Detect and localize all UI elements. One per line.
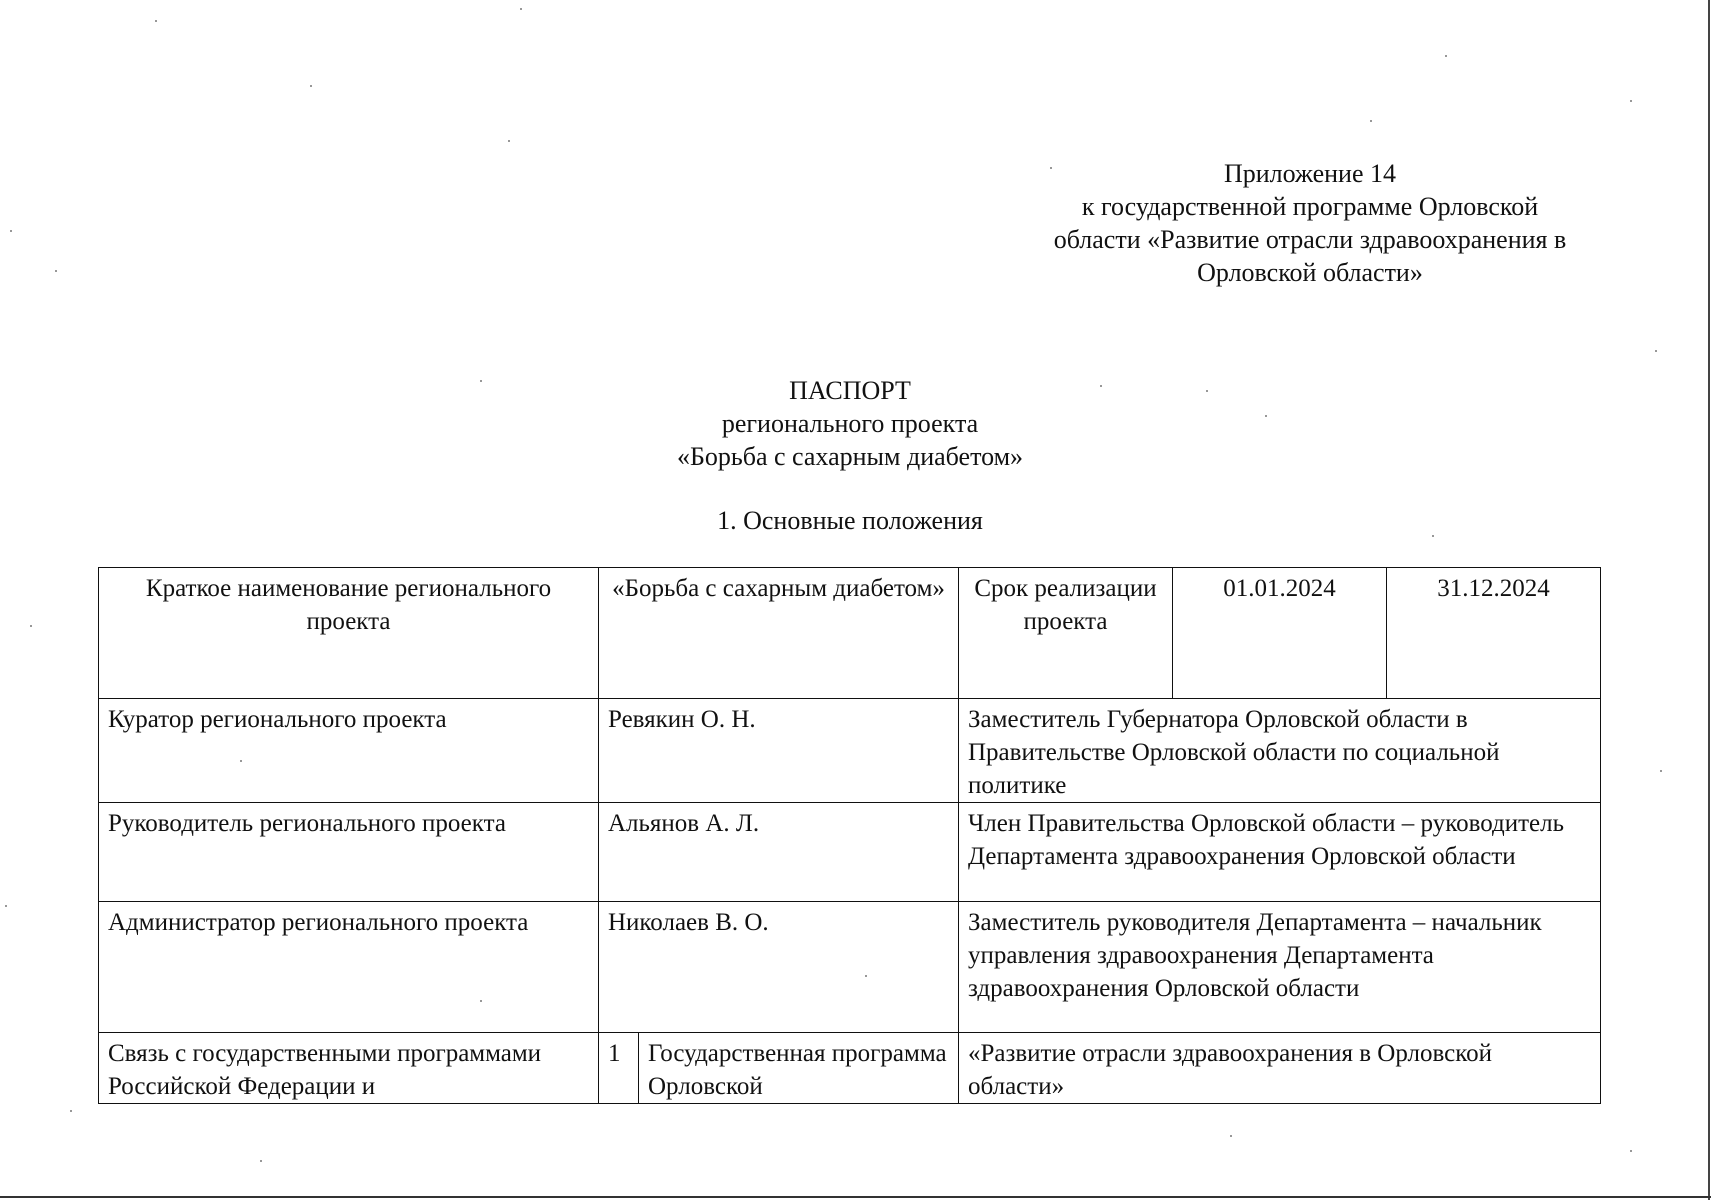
scan-speck <box>310 85 312 87</box>
scan-speck <box>155 20 157 22</box>
section-heading: 1. Основные положения <box>717 506 983 535</box>
link-label: Связь с государственными программами Российской Федерации и <box>99 1033 599 1104</box>
curator-label: Куратор регионального проекта <box>99 699 599 803</box>
scan-speck <box>1265 415 1267 417</box>
scan-speck <box>1432 535 1434 537</box>
appendix-line-4: Орловской области» <box>1197 258 1423 287</box>
period-label: Срок реализации проекта <box>959 568 1173 699</box>
appendix-line-2: к государственной программе Орловской <box>1081 192 1539 221</box>
scan-edge-right <box>1708 0 1710 1200</box>
appendix-line-3: области «Развитие отрасли здравоохранения в <box>1053 225 1567 254</box>
scan-speck <box>70 1110 72 1112</box>
table-row <box>99 699 1601 803</box>
appendix-line-1: Приложение 14 <box>1223 159 1397 188</box>
table-row <box>99 1033 1601 1104</box>
scan-speck <box>1630 100 1632 102</box>
scan-speck <box>1660 770 1662 772</box>
admin-name: Николаев В. О. <box>599 902 959 1033</box>
scan-speck <box>1206 390 1208 392</box>
scan-speck <box>1050 167 1052 169</box>
passport-table <box>98 567 1601 1104</box>
title-line-3: «Борьба с сахарным диабетом» <box>676 442 1024 471</box>
link-program-type: Государственная программа Орловской <box>639 1033 959 1104</box>
scan-speck <box>1630 1150 1632 1152</box>
short-name-label: Краткое наименование регионального проекта <box>99 568 599 699</box>
scan-speck <box>240 760 242 762</box>
curator-name: Ревякин О. Н. <box>599 699 959 803</box>
period-start: 01.01.2024 <box>1173 568 1387 699</box>
admin-label: Администратор регионального проекта <box>99 902 599 1033</box>
scan-speck <box>865 975 867 977</box>
scan-speck <box>1100 385 1102 387</box>
scan-speck <box>520 8 522 10</box>
scan-speck <box>10 230 12 232</box>
scan-speck <box>1445 55 1447 57</box>
scan-speck <box>55 270 57 272</box>
head-name: Альянов А. Л. <box>599 803 959 902</box>
scan-speck <box>5 905 7 907</box>
scan-speck <box>1655 350 1657 352</box>
link-program-name: «Развитие отрасли здравоохранения в Орловской области» <box>959 1033 1601 1104</box>
short-name-value: «Борьба с сахарным диабетом» <box>599 568 959 699</box>
scan-edge-bottom <box>0 1196 1711 1198</box>
head-position: Член Правительства Орловской области – руководитель Департамента здравоохранения Орловской области <box>959 803 1601 902</box>
period-end: 31.12.2024 <box>1387 568 1601 699</box>
scan-speck <box>1230 1135 1232 1137</box>
scan-speck <box>260 1160 262 1162</box>
admin-position: Заместитель руководителя Департамента – начальник управления здравоохранения Департамента здравоохранения Орловской области <box>959 902 1601 1033</box>
table-row <box>99 902 1601 1033</box>
scan-speck <box>30 625 32 627</box>
curator-position: Заместитель Губернатора Орловской области в Правительстве Орловской области по социальной политике <box>959 699 1601 803</box>
scan-speck <box>480 380 482 382</box>
link-number: 1 <box>599 1033 639 1104</box>
appendix-block <box>990 157 1630 289</box>
table-row <box>99 803 1601 902</box>
scan-speck <box>480 1000 482 1002</box>
title-line-2: регионального проекта <box>721 409 979 438</box>
title-line-1: ПАСПОРТ <box>789 376 911 405</box>
scan-speck <box>1370 120 1372 122</box>
scan-speck <box>508 140 510 142</box>
passport-title <box>560 374 1140 473</box>
head-label: Руководитель регионального проекта <box>99 803 599 902</box>
table-row <box>99 568 1601 699</box>
